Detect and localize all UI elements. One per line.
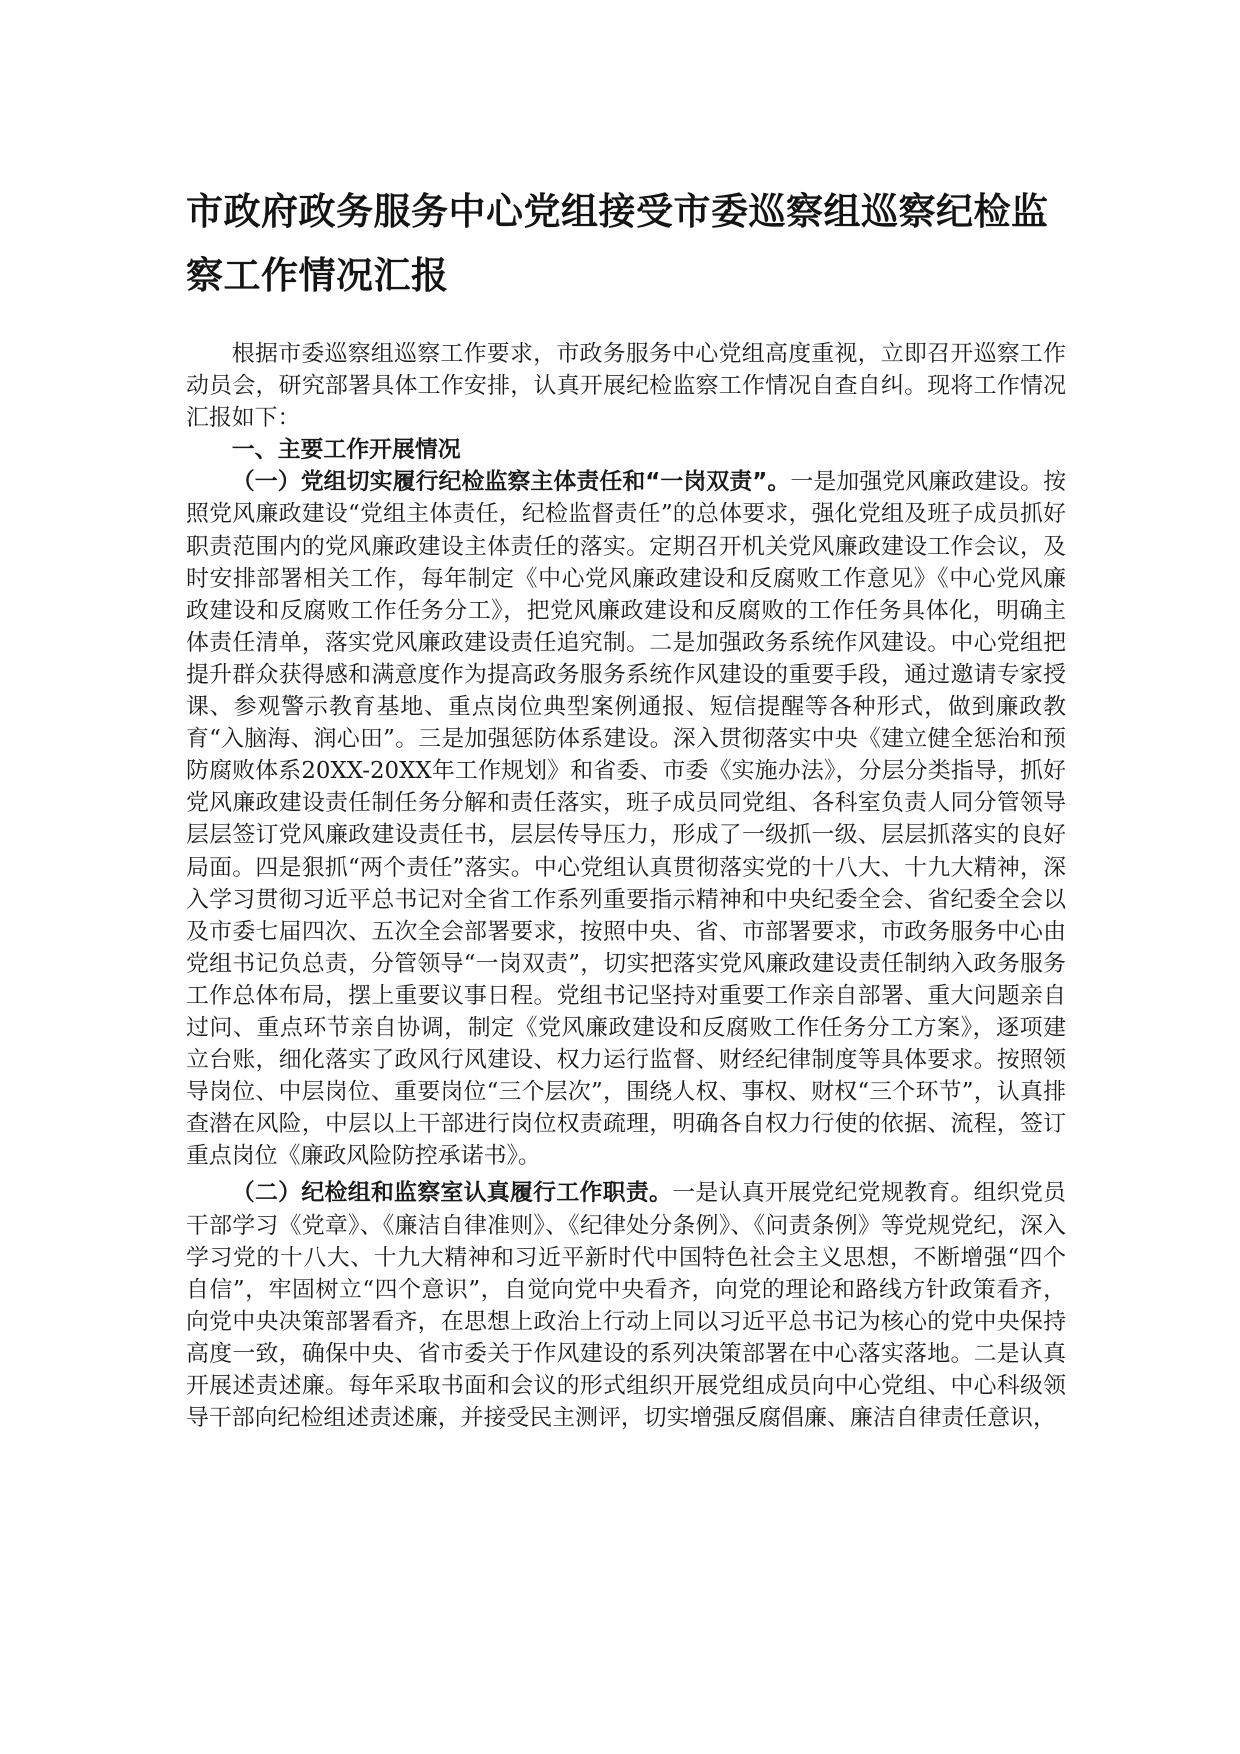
subsection-1-paragraph — [186, 466, 1066, 1172]
document-title: 市政府政务服务中心党组接受市委巡察组巡察纪检监察工作情况汇报 — [186, 190, 1049, 297]
section-heading: 一、主要工作开展情况 — [231, 437, 461, 464]
intro-paragraph: 根据市委巡察组巡察工作要求，市政务服务中心党组高度重视，立即召开巡察工作动员会，研究部署具体工作安排，认真开展纪检监察工作情况自查自纠。现将工作情况汇报如下： — [186, 341, 1066, 432]
subsection-2-paragraph — [186, 1177, 1066, 1434]
subsection-2-text: 一是认真开展党纪党规教育。组织党员干部学习《党章》、《廉洁自律准则》、《纪律处分条例》、《问责条例》等党规党纪，深入学习党的十八大、十九大精神和习近平新时代中国特色社会主义思想，不断增强“四个自信”，牢固树立“四个意识”，自觉向党中央看齐，向党的理论和路线方针政策看齐，向党中央决策部署看齐，在思想上政治上行动上同以习近平总书记为核心的党中央保持高度一致，确保中央、省市委关于作风建设的系列决策部署在中心落实落地。二是认真开展述责述廉。每年采取书面和会议的形式组织开展党组成员向中心党组、中心科级领导干部向纪检组述责述廉，并接受民主测评，切实增强反腐倡廉、廉洁自律责任意识， — [186, 1180, 1067, 1432]
document-page — [186, 180, 1066, 1434]
subsection-1-text: 一是加强党风廉政建设。按照党风廉政建设“党组主体责任，纪检监督责任”的总体要求，强化党组及班子成员抓好职责范围内的党风廉政建设主体责任的落实。定期召开机关党风廉政建设工作会议，及时安排部署相关工作，每年制定《中心党风廉政建设和反腐败工作意见》《中心党风廉政建设和反腐败工作任务分工》，把党风廉政建设和反腐败的工作任务具体化，明确主体责任清单，落实党风廉政建设责任追究制。二是加强政务系统作风建设。中心党组把提升群众获得感和满意度作为提高政务服务系统作风建设的重要手段，通过邀请专家授课、参观警示教育基地、重点岗位典型案例通报、短信提醒等各种形式，做到廉政教育“入脑海、润心田”。三是加强惩防体系建设。深入贯彻落实中央《建立健全惩治和预防腐败体系20XX-20XX年工作规划》和省委、市委《实施办法》，分层分类指导，抓好党风廉政建设责任制任务分解和责任落实，班子成员同党组、各科室负责人同分管领导层层签订党风廉政建设责任书，层层传导压力，形成了一级抓一级、层层抓落实的良好局面。四是狠抓“两个责任”落实。中心党组认真贯彻落实党的十八大、十九大精神，深入学习贯彻习近平总书记对全省工作系列重要指示精神和中央纪委全会、省纪委全会以及市委七届四次、五次全会部署要求，按照中央、省、市部署要求，市政务服务中心由党组书记负总责，分管领导“一岗双责”，切实把落实党风廉政建设责任制纳入政务服务工作总体布局，摆上重要议事日程。党组书记坚持对重要工作亲自部署、重大问题亲自过问、重点环节亲自协调，制定《党风廉政建设和反腐败工作任务分工方案》，逐项建立台账，细化落实了政风行风建设、权力运行监督、财经纪律制度等具体要求。按照领导岗位、中层岗位、重要岗位“三个层次”，围绕人权、事权、财权“三个环节”，认真排查潜在风险，中层以上干部进行岗位权责疏理，明确各自权力行使的依据、流程，签订重点岗位《廉政风险防控承诺书》。 — [186, 469, 1067, 1170]
subsection-2-lead: （二）纪检组和监察室认真履行工作职责。 — [231, 1180, 673, 1207]
subsection-1-lead: （一）党组切实履行纪检监察主体责任和“一岗双责”。 — [231, 469, 791, 496]
